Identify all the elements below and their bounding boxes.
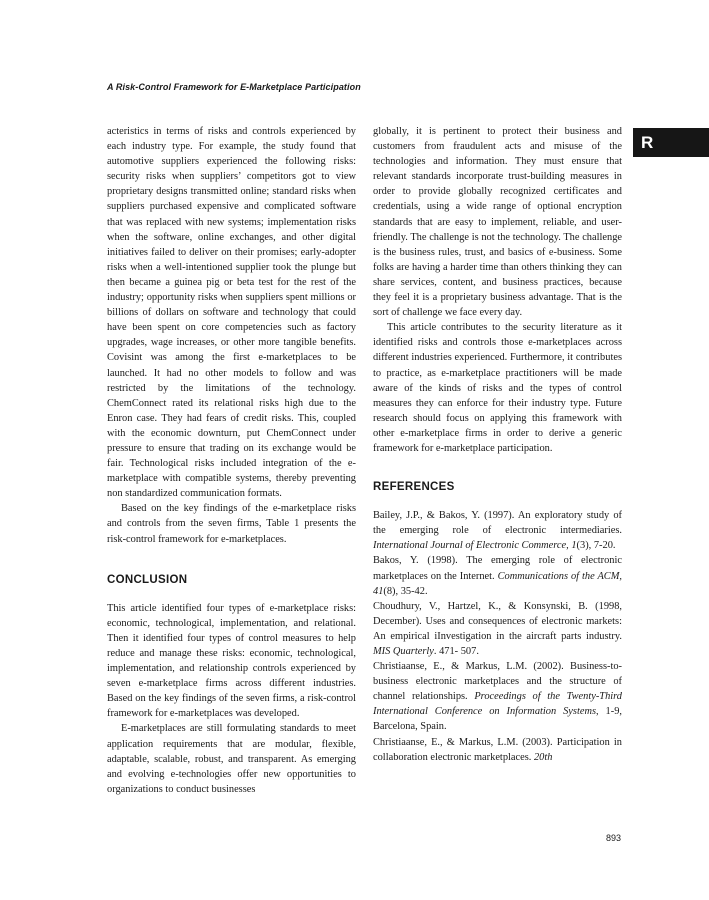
reference-entry — [373, 553, 622, 598]
running-header: A Risk-Control Framework for E-Marketplace Participation — [107, 82, 361, 92]
references-heading: REFERENCES — [373, 481, 455, 494]
reference-entry — [373, 659, 622, 734]
reference-text: Bakos, Y. (1998). The emerging role of electronic marketplaces on the Internet. — [373, 555, 622, 582]
body-paragraph: E-marketplaces are still formulating standards to meet application requirements that are modular, flexible, adaptable, scalable, robust, and transparent. As emerging and evolving e-technologies offer new opportunities to organizations to conduct businesses — [107, 723, 356, 795]
reference-source: MIS Quarterly — [373, 646, 434, 657]
page-number: 893 — [606, 833, 622, 843]
reference-source: Communications of the ACM, 41 — [373, 570, 622, 597]
conclusion-heading: CONCLUSION — [107, 573, 188, 586]
right-column — [373, 124, 622, 765]
reference-entry — [373, 735, 622, 765]
body-paragraph: This article contributes to the security literature as it identified risks and controls those e-marketplaces across different industries experienced. Furthermore, it contributes to practice, as e-marketplace practitioners will be made aware of the kinds of risks and the types of control measures they can enforce for their industry type. Future research should focus on applying this framework with other e-marketplace firms in order to derive a generic framework for e-marketplace participation. — [373, 322, 622, 454]
chapter-tab-r: R — [633, 128, 709, 157]
reference-text: Bailey, J.P., & Bakos, Y. (1997). An exploratory study of the emerging role of electronic intermediaries. — [373, 510, 622, 537]
reference-source: Proceedings of the Twenty-Third International Conference on Information Systems — [373, 691, 623, 718]
reference-text: Christiaanse, E., & Markus, L.M. (2003). Participation in collaboration electronic marketplaces. — [373, 736, 622, 763]
reference-entry — [373, 599, 622, 659]
reference-text: Choudhury, V., Hartzel, K., & Konsynski, B. (1998, December). Uses and consequences of electronic markets: An empirical iInvestigation in the aircraft parts industry. — [373, 600, 622, 642]
reference-text: Christiaanse, E., & Markus, L.M. (2002). Business-to-business electronic marketplaces and the structure of channel relationships. — [373, 661, 622, 703]
reference-text: . 471- 507. — [433, 646, 479, 657]
body-paragraph: This article identified four types of e-marketplace risks: economic, technological, implementation, and relational. Then it identified four types of control measures to help reduce and manage these risks: economic, technological, implementation, and relationship controls experienced by seven e-marketplace firms across different industries. Based on the key findings of the seven firms, a risk-control framework for e-marketplaces was developed. — [107, 602, 356, 720]
reference-source: 20th — [533, 751, 553, 763]
reference-text: , 1-9, Barcelona, Spain. — [373, 706, 622, 733]
body-paragraph: globally, it is pertinent to protect their business and customers from fraudulent acts and misuse of the technologies and information. They must ensure that relevant standards incorporate trust-building measures in order to provide globally recognized certificates and credentials, using a wide range of optional encryption standards that are easy to implement, reliable, and user-friendly. The challenge is not the technology. The challenge is the business rules, trust, and basics of e-business. Some folks are having a harder time than others thinking they can share services, content, and business practices, because they feel it is a proprietary business advantage. That is the sort of challenge we face every day. — [373, 126, 622, 319]
body-paragraph: acteristics in terms of risks and controls experienced by each industry type. For example, the study found that automotive suppliers experienced the following risks: security risks when suppliers’ competitors got to view proprietary designs transmitted online; standard risks when suppliers purchased expensive and complicated software that was replaced with new systems; implementation risks when the software, online exchanges, and other digital initiatives failed to deliver on their promises; early-adopter risks when a well-intentioned supplier took the plunge but then became a guinea pig or beta test for the rest of the industry; opportunity risks when suppliers spent millions or billions of dollars on software and technology that could have been spent on core competencies such as factory upgrades, wage increases, or other more tangible benefits. Covisint was among the first e-marketplaces to be launched. It had no other models to follow and was restricted by the limitations of the technology. ChemConnect rated its relational risks high due to the Enron case. They had fears of credit risks. This, coupled with the economic downturn, put ChemConnect under pressure to ensure that trading on its exchange would be fair. Technological risks included integration of the e-marketplace with compatible systems, thereby preventing non standardized communication formats. — [107, 126, 356, 500]
reference-text: (8), 35-42. — [383, 585, 428, 597]
reference-entry — [373, 508, 622, 553]
reference-text: (3), 7-20. — [576, 540, 616, 552]
left-column — [107, 124, 356, 797]
reference-source: International Journal of Electronic Commerce, 1 — [373, 540, 577, 552]
body-paragraph: Based on the key findings of the e-marketplace risks and controls from the seven firms, Table 1 presents the risk-control framework for e-marketplaces. — [107, 503, 356, 545]
